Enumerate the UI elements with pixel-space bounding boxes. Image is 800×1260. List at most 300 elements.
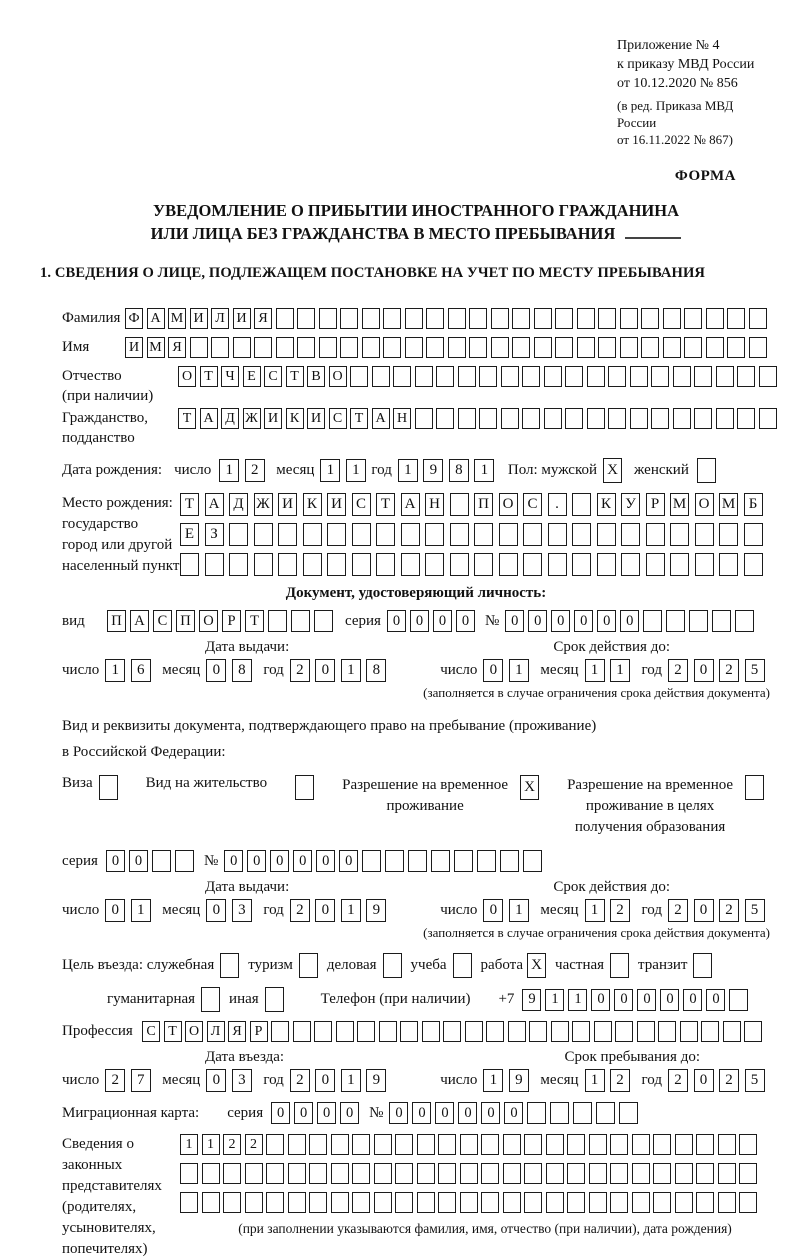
legal-reps-cell[interactable]: [180, 1192, 198, 1213]
legal-reps-cell[interactable]: [524, 1163, 542, 1184]
birthplace-cell[interactable]: [278, 523, 297, 546]
legal-reps-cell[interactable]: [309, 1192, 327, 1213]
patronymic-cell[interactable]: [630, 366, 648, 387]
legal-reps-cell[interactable]: [481, 1192, 499, 1213]
identity-valid-year-cell[interactable]: 2: [719, 659, 739, 682]
name-cell[interactable]: [577, 337, 595, 358]
birthplace-cell[interactable]: [401, 553, 420, 576]
birthplace-cell[interactable]: К: [597, 493, 616, 516]
surname-cell[interactable]: [383, 308, 401, 329]
surname-cell[interactable]: А: [147, 308, 165, 329]
legal-reps-cell[interactable]: [202, 1192, 220, 1213]
citizenship-cell[interactable]: [587, 408, 605, 429]
legal-reps-cell[interactable]: [374, 1163, 392, 1184]
residence-valid-year-cell[interactable]: 2: [668, 899, 688, 922]
doc-type-cell[interactable]: [291, 610, 310, 632]
stay-day-cell[interactable]: 1: [483, 1069, 503, 1092]
birthplace-cell[interactable]: [327, 553, 346, 576]
profession-cell[interactable]: [529, 1021, 547, 1042]
legal-reps-cell[interactable]: [245, 1163, 263, 1184]
birthplace-cell[interactable]: [303, 553, 322, 576]
surname-cell[interactable]: [684, 308, 702, 329]
residence-number-cell[interactable]: [477, 850, 496, 872]
profession-cell[interactable]: [271, 1021, 289, 1042]
name-cell[interactable]: [641, 337, 659, 358]
entry-month-cell[interactable]: 3: [232, 1069, 252, 1092]
identity-issue-year-cell[interactable]: 2: [290, 659, 310, 682]
phone-digit-cell[interactable]: 1: [568, 989, 587, 1011]
birthplace-cell[interactable]: [744, 553, 763, 576]
legal-reps-cell[interactable]: [460, 1192, 478, 1213]
birthplace-cell[interactable]: [646, 553, 665, 576]
legal-reps-cell[interactable]: [675, 1163, 693, 1184]
legal-reps-cell[interactable]: [718, 1192, 736, 1213]
birthplace-cell[interactable]: [474, 553, 493, 576]
sex-male-box[interactable]: X: [603, 458, 622, 483]
residence-series-cell[interactable]: [152, 850, 171, 872]
name-cell[interactable]: [426, 337, 444, 358]
citizenship-cell[interactable]: [759, 408, 777, 429]
patronymic-cell[interactable]: [501, 366, 519, 387]
profession-cell[interactable]: [508, 1021, 526, 1042]
purpose-businesslike-box[interactable]: [383, 953, 402, 978]
birthplace-cell[interactable]: [205, 553, 224, 576]
birthplace-cell[interactable]: Ж: [254, 493, 273, 516]
legal-reps-cell[interactable]: [266, 1134, 284, 1155]
residence-valid-day-cell[interactable]: 0: [483, 899, 503, 922]
stay-year-cell[interactable]: 0: [694, 1069, 714, 1092]
surname-cell[interactable]: [491, 308, 509, 329]
patronymic-cell[interactable]: В: [307, 366, 325, 387]
residence-number-cell[interactable]: 0: [247, 850, 266, 872]
birthplace-cell[interactable]: [254, 523, 273, 546]
legal-reps-cell[interactable]: [438, 1192, 456, 1213]
legal-reps-cell[interactable]: [266, 1163, 284, 1184]
birthplace-cell[interactable]: [719, 553, 738, 576]
phone-digit-cell[interactable]: [729, 989, 748, 1011]
legal-reps-cell[interactable]: [718, 1134, 736, 1155]
patronymic-cell[interactable]: [436, 366, 454, 387]
profession-cell[interactable]: [637, 1021, 655, 1042]
surname-cell[interactable]: [641, 308, 659, 329]
patronymic-cell[interactable]: [673, 366, 691, 387]
legal-reps-cell[interactable]: [417, 1163, 435, 1184]
purpose-business-box[interactable]: [220, 953, 239, 978]
citizenship-cell[interactable]: И: [307, 408, 325, 429]
legal-reps-cell[interactable]: [653, 1163, 671, 1184]
birthplace-cell[interactable]: [572, 523, 591, 546]
doc-series-cell[interactable]: 0: [387, 610, 406, 632]
stay-day-cell[interactable]: 9: [509, 1069, 529, 1092]
birthplace-cell[interactable]: [499, 523, 518, 546]
birthplace-cell[interactable]: И: [278, 493, 297, 516]
citizenship-cell[interactable]: [479, 408, 497, 429]
identity-valid-year-cell[interactable]: 2: [668, 659, 688, 682]
purpose-transit-box[interactable]: [693, 953, 712, 978]
birthplace-cell[interactable]: [670, 553, 689, 576]
profession-cell[interactable]: [658, 1021, 676, 1042]
name-cell[interactable]: [448, 337, 466, 358]
birthplace-cell[interactable]: [450, 523, 469, 546]
birthplace-cell[interactable]: [621, 523, 640, 546]
doc-series-cell[interactable]: 0: [456, 610, 475, 632]
doc-type-cell[interactable]: [268, 610, 287, 632]
migration-series-cell[interactable]: 0: [317, 1102, 336, 1124]
patronymic-cell[interactable]: [372, 366, 390, 387]
residence-issue-day-cell[interactable]: 0: [105, 899, 125, 922]
rvp-edu-box[interactable]: [745, 775, 764, 800]
birthplace-cell[interactable]: [621, 553, 640, 576]
surname-cell[interactable]: Я: [254, 308, 272, 329]
residence-valid-year-cell[interactable]: 0: [694, 899, 714, 922]
name-cell[interactable]: [749, 337, 767, 358]
birthplace-cell[interactable]: А: [205, 493, 224, 516]
name-cell[interactable]: [512, 337, 530, 358]
patronymic-cell[interactable]: [587, 366, 605, 387]
identity-issue-day-cell[interactable]: 6: [131, 659, 151, 682]
migration-number-cell[interactable]: [550, 1102, 569, 1124]
citizenship-cell[interactable]: [415, 408, 433, 429]
residence-number-cell[interactable]: 0: [339, 850, 358, 872]
residence-series-cell[interactable]: [175, 850, 194, 872]
identity-issue-year-cell[interactable]: 8: [366, 659, 386, 682]
migration-number-cell[interactable]: 0: [389, 1102, 408, 1124]
name-cell[interactable]: [684, 337, 702, 358]
legal-reps-cell[interactable]: [223, 1192, 241, 1213]
identity-issue-month-cell[interactable]: 0: [206, 659, 226, 682]
birthplace-cell[interactable]: [744, 523, 763, 546]
residence-number-cell[interactable]: [385, 850, 404, 872]
legal-reps-cell[interactable]: [696, 1163, 714, 1184]
birthplace-cell[interactable]: .: [548, 493, 567, 516]
legal-reps-cell[interactable]: [739, 1163, 757, 1184]
citizenship-cell[interactable]: С: [329, 408, 347, 429]
migration-series-cell[interactable]: 0: [294, 1102, 313, 1124]
legal-reps-cell[interactable]: [331, 1134, 349, 1155]
surname-cell[interactable]: Л: [211, 308, 229, 329]
birthplace-cell[interactable]: Д: [229, 493, 248, 516]
citizenship-cell[interactable]: Т: [178, 408, 196, 429]
birthplace-cell[interactable]: Т: [376, 493, 395, 516]
birth-month-cell[interactable]: 1: [346, 459, 366, 482]
migration-series-cell[interactable]: 0: [340, 1102, 359, 1124]
doc-number-cell[interactable]: 0: [551, 610, 570, 632]
residence-issue-year-cell[interactable]: 2: [290, 899, 310, 922]
birthplace-cell[interactable]: [450, 493, 469, 516]
doc-type-cell[interactable]: О: [199, 610, 218, 632]
name-cell[interactable]: [727, 337, 745, 358]
name-cell[interactable]: [469, 337, 487, 358]
doc-type-cell[interactable]: П: [107, 610, 126, 632]
profession-cell[interactable]: [357, 1021, 375, 1042]
birth-day-cell[interactable]: 1: [219, 459, 239, 482]
birthplace-cell[interactable]: [352, 523, 371, 546]
name-cell[interactable]: [598, 337, 616, 358]
profession-cell[interactable]: [723, 1021, 741, 1042]
residence-issue-month-cell[interactable]: 3: [232, 899, 252, 922]
migration-number-cell[interactable]: 0: [458, 1102, 477, 1124]
legal-reps-cell[interactable]: [546, 1163, 564, 1184]
citizenship-cell[interactable]: [544, 408, 562, 429]
name-cell[interactable]: [555, 337, 573, 358]
surname-cell[interactable]: [276, 308, 294, 329]
legal-reps-cell[interactable]: [331, 1192, 349, 1213]
legal-reps-cell[interactable]: 1: [202, 1134, 220, 1155]
surname-cell[interactable]: [598, 308, 616, 329]
surname-cell[interactable]: [319, 308, 337, 329]
legal-reps-cell[interactable]: [696, 1192, 714, 1213]
legal-reps-cell[interactable]: [696, 1134, 714, 1155]
residence-issue-year-cell[interactable]: 0: [315, 899, 335, 922]
birth-year-cell[interactable]: 1: [398, 459, 418, 482]
birth-day-cell[interactable]: 2: [245, 459, 265, 482]
doc-number-cell[interactable]: 0: [597, 610, 616, 632]
legal-reps-cell[interactable]: [288, 1192, 306, 1213]
legal-reps-cell[interactable]: [374, 1134, 392, 1155]
legal-reps-cell[interactable]: [524, 1134, 542, 1155]
citizenship-cell[interactable]: [436, 408, 454, 429]
citizenship-cell[interactable]: [501, 408, 519, 429]
citizenship-cell[interactable]: [630, 408, 648, 429]
doc-type-cell[interactable]: Р: [222, 610, 241, 632]
birthplace-cell[interactable]: К: [303, 493, 322, 516]
birthplace-cell[interactable]: У: [621, 493, 640, 516]
phone-digit-cell[interactable]: 1: [545, 989, 564, 1011]
residence-issue-year-cell[interactable]: 1: [341, 899, 361, 922]
profession-cell[interactable]: С: [142, 1021, 160, 1042]
profession-cell[interactable]: [400, 1021, 418, 1042]
title-blank-underline[interactable]: [625, 237, 681, 239]
surname-cell[interactable]: [727, 308, 745, 329]
citizenship-cell[interactable]: Ж: [243, 408, 261, 429]
doc-type-cell[interactable]: [314, 610, 333, 632]
profession-cell[interactable]: [572, 1021, 590, 1042]
stay-month-cell[interactable]: 1: [585, 1069, 605, 1092]
name-cell[interactable]: [620, 337, 638, 358]
residence-series-cell[interactable]: 0: [129, 850, 148, 872]
birthplace-cell[interactable]: [254, 553, 273, 576]
profession-cell[interactable]: [443, 1021, 461, 1042]
purpose-tourism-box[interactable]: [299, 953, 318, 978]
surname-cell[interactable]: [620, 308, 638, 329]
surname-cell[interactable]: [426, 308, 444, 329]
birthplace-cell[interactable]: Б: [744, 493, 763, 516]
legal-reps-cell[interactable]: [610, 1192, 628, 1213]
legal-reps-cell[interactable]: [632, 1163, 650, 1184]
surname-cell[interactable]: [706, 308, 724, 329]
legal-reps-cell[interactable]: [352, 1134, 370, 1155]
migration-number-cell[interactable]: 0: [435, 1102, 454, 1124]
patronymic-cell[interactable]: [716, 366, 734, 387]
legal-reps-cell[interactable]: [288, 1163, 306, 1184]
legal-reps-cell[interactable]: [589, 1192, 607, 1213]
citizenship-cell[interactable]: [694, 408, 712, 429]
profession-cell[interactable]: [615, 1021, 633, 1042]
surname-cell[interactable]: Ф: [125, 308, 143, 329]
sex-female-box[interactable]: [697, 458, 716, 483]
name-cell[interactable]: [254, 337, 272, 358]
profession-cell[interactable]: [486, 1021, 504, 1042]
legal-reps-cell[interactable]: [589, 1134, 607, 1155]
phone-digit-cell[interactable]: 0: [614, 989, 633, 1011]
purpose-other-box[interactable]: [265, 987, 284, 1012]
birthplace-cell[interactable]: З: [205, 523, 224, 546]
profession-cell[interactable]: [422, 1021, 440, 1042]
legal-reps-cell[interactable]: [610, 1134, 628, 1155]
birthplace-cell[interactable]: [548, 523, 567, 546]
residence-number-cell[interactable]: 0: [224, 850, 243, 872]
legal-reps-cell[interactable]: 1: [180, 1134, 198, 1155]
birth-month-cell[interactable]: 1: [320, 459, 340, 482]
identity-issue-day-cell[interactable]: 1: [105, 659, 125, 682]
legal-reps-cell[interactable]: [309, 1163, 327, 1184]
birthplace-cell[interactable]: [180, 553, 199, 576]
patronymic-cell[interactable]: [458, 366, 476, 387]
phone-digit-cell[interactable]: 0: [683, 989, 702, 1011]
legal-reps-cell[interactable]: [395, 1134, 413, 1155]
migration-number-cell[interactable]: 0: [504, 1102, 523, 1124]
legal-reps-cell[interactable]: [202, 1163, 220, 1184]
migration-number-cell[interactable]: [596, 1102, 615, 1124]
legal-reps-cell[interactable]: [546, 1134, 564, 1155]
residence-number-cell[interactable]: [408, 850, 427, 872]
patronymic-cell[interactable]: Ч: [221, 366, 239, 387]
legal-reps-cell[interactable]: [675, 1134, 693, 1155]
profession-cell[interactable]: О: [185, 1021, 203, 1042]
entry-year-cell[interactable]: 1: [341, 1069, 361, 1092]
citizenship-cell[interactable]: Д: [221, 408, 239, 429]
citizenship-cell[interactable]: [458, 408, 476, 429]
doc-number-cell[interactable]: 0: [505, 610, 524, 632]
patronymic-cell[interactable]: [479, 366, 497, 387]
birthplace-cell[interactable]: О: [695, 493, 714, 516]
birthplace-cell[interactable]: [572, 553, 591, 576]
legal-reps-cell[interactable]: [567, 1134, 585, 1155]
birthplace-cell[interactable]: [425, 553, 444, 576]
birthplace-cell[interactable]: [499, 553, 518, 576]
birthplace-cell[interactable]: [229, 553, 248, 576]
migration-series-cell[interactable]: 0: [271, 1102, 290, 1124]
surname-cell[interactable]: [448, 308, 466, 329]
name-cell[interactable]: [297, 337, 315, 358]
purpose-humanitarian-box[interactable]: [201, 987, 220, 1012]
birthplace-cell[interactable]: [450, 553, 469, 576]
identity-valid-day-cell[interactable]: 1: [509, 659, 529, 682]
stay-month-cell[interactable]: 2: [610, 1069, 630, 1092]
legal-reps-cell[interactable]: [180, 1163, 198, 1184]
residence-number-cell[interactable]: 0: [316, 850, 335, 872]
purpose-work-box[interactable]: X: [527, 953, 546, 978]
legal-reps-cell[interactable]: [653, 1192, 671, 1213]
citizenship-cell[interactable]: [565, 408, 583, 429]
legal-reps-cell[interactable]: [331, 1163, 349, 1184]
birthplace-cell[interactable]: [376, 523, 395, 546]
profession-cell[interactable]: Р: [250, 1021, 268, 1042]
residence-issue-month-cell[interactable]: 0: [206, 899, 226, 922]
patronymic-cell[interactable]: [759, 366, 777, 387]
surname-cell[interactable]: [297, 308, 315, 329]
name-cell[interactable]: [319, 337, 337, 358]
profession-cell[interactable]: Л: [207, 1021, 225, 1042]
surname-cell[interactable]: [663, 308, 681, 329]
patronymic-cell[interactable]: Т: [200, 366, 218, 387]
birthplace-cell[interactable]: М: [719, 493, 738, 516]
residence-number-cell[interactable]: [431, 850, 450, 872]
birth-year-cell[interactable]: 9: [423, 459, 443, 482]
citizenship-cell[interactable]: И: [264, 408, 282, 429]
identity-valid-month-cell[interactable]: 1: [610, 659, 630, 682]
residence-valid-month-cell[interactable]: 1: [585, 899, 605, 922]
birthplace-cell[interactable]: А: [401, 493, 420, 516]
legal-reps-cell[interactable]: [223, 1163, 241, 1184]
citizenship-cell[interactable]: Н: [393, 408, 411, 429]
legal-reps-cell[interactable]: [632, 1134, 650, 1155]
surname-cell[interactable]: И: [233, 308, 251, 329]
doc-type-cell[interactable]: А: [130, 610, 149, 632]
doc-type-cell[interactable]: Т: [245, 610, 264, 632]
profession-cell[interactable]: [680, 1021, 698, 1042]
name-cell[interactable]: [362, 337, 380, 358]
name-cell[interactable]: [190, 337, 208, 358]
patronymic-cell[interactable]: Е: [243, 366, 261, 387]
name-cell[interactable]: [534, 337, 552, 358]
stay-year-cell[interactable]: 2: [668, 1069, 688, 1092]
birthplace-cell[interactable]: [327, 523, 346, 546]
residence-issue-day-cell[interactable]: 1: [131, 899, 151, 922]
surname-cell[interactable]: И: [190, 308, 208, 329]
migration-number-cell[interactable]: [619, 1102, 638, 1124]
birth-year-cell[interactable]: 8: [449, 459, 469, 482]
surname-cell[interactable]: [534, 308, 552, 329]
name-cell[interactable]: М: [147, 337, 165, 358]
legal-reps-cell[interactable]: [395, 1163, 413, 1184]
birthplace-cell[interactable]: [401, 523, 420, 546]
birthplace-cell[interactable]: И: [327, 493, 346, 516]
legal-reps-cell[interactable]: [417, 1192, 435, 1213]
citizenship-cell[interactable]: А: [372, 408, 390, 429]
birthplace-cell[interactable]: [474, 523, 493, 546]
legal-reps-cell[interactable]: [266, 1192, 284, 1213]
doc-type-cell[interactable]: П: [176, 610, 195, 632]
profession-cell[interactable]: Т: [164, 1021, 182, 1042]
phone-digit-cell[interactable]: 9: [522, 989, 541, 1011]
birthplace-cell[interactable]: [548, 553, 567, 576]
patronymic-cell[interactable]: [737, 366, 755, 387]
visa-box[interactable]: [99, 775, 118, 800]
residence-number-cell[interactable]: 0: [293, 850, 312, 872]
legal-reps-cell[interactable]: [503, 1134, 521, 1155]
entry-year-cell[interactable]: 2: [290, 1069, 310, 1092]
name-cell[interactable]: [706, 337, 724, 358]
citizenship-cell[interactable]: [737, 408, 755, 429]
purpose-study-box[interactable]: [453, 953, 472, 978]
legal-reps-cell[interactable]: [589, 1163, 607, 1184]
migration-number-cell[interactable]: [573, 1102, 592, 1124]
birthplace-cell[interactable]: [376, 553, 395, 576]
name-cell[interactable]: [383, 337, 401, 358]
entry-year-cell[interactable]: 0: [315, 1069, 335, 1092]
doc-number-cell[interactable]: 0: [528, 610, 547, 632]
phone-digit-cell[interactable]: 0: [637, 989, 656, 1011]
doc-number-cell[interactable]: [689, 610, 708, 632]
residence-permit-box[interactable]: [295, 775, 314, 800]
patronymic-cell[interactable]: [651, 366, 669, 387]
identity-valid-day-cell[interactable]: 0: [483, 659, 503, 682]
legal-reps-cell[interactable]: [718, 1163, 736, 1184]
legal-reps-cell[interactable]: [374, 1192, 392, 1213]
birthplace-cell[interactable]: [352, 553, 371, 576]
doc-number-cell[interactable]: [712, 610, 731, 632]
